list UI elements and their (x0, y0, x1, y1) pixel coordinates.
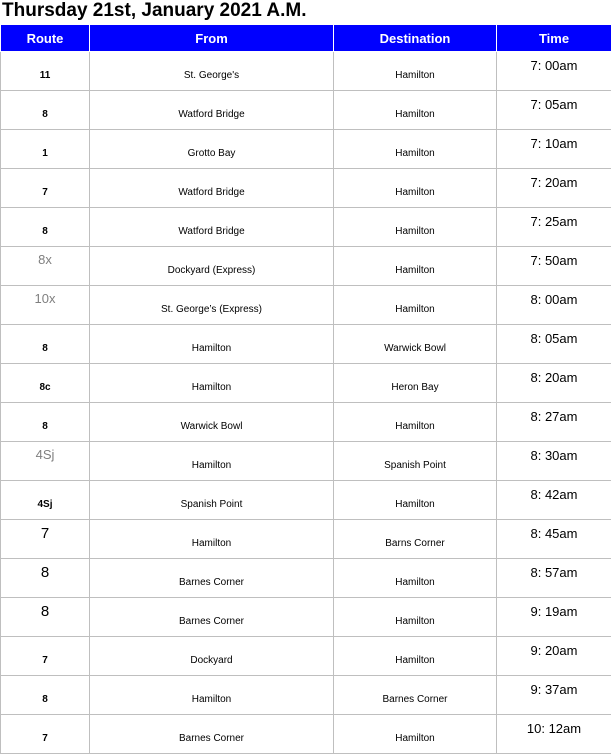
time-cell: 8: 30am (497, 442, 611, 481)
time-cell: 9: 20am (497, 637, 611, 676)
time-cell: 10: 12am (497, 715, 611, 754)
destination-cell: Hamilton (334, 403, 497, 442)
time-cell: 7: 10am (497, 130, 611, 169)
time-cell: 8: 57am (497, 559, 611, 598)
table-row (1, 169, 611, 208)
from-cell: Grotto Bay (90, 130, 334, 169)
table-row (1, 364, 611, 403)
from-cell: Hamilton (90, 364, 334, 403)
destination-cell: Hamilton (334, 169, 497, 208)
from-cell: Watford Bridge (90, 208, 334, 247)
column-header-from: From (90, 25, 334, 52)
table-row (1, 52, 611, 91)
time-cell: 7: 50am (497, 247, 611, 286)
table-row (1, 247, 611, 286)
from-cell: Hamilton (90, 520, 334, 559)
column-header-route: Route (1, 25, 90, 52)
route-cell: 4Sj (1, 481, 90, 520)
from-cell: Spanish Point (90, 481, 334, 520)
destination-cell: Hamilton (334, 130, 497, 169)
from-cell: St. George’s (Express) (90, 286, 334, 325)
route-cell: 11 (1, 52, 90, 91)
destination-cell: Hamilton (334, 208, 497, 247)
destination-cell: Hamilton (334, 598, 497, 637)
from-cell: Barnes Corner (90, 598, 334, 637)
from-cell: Hamilton (90, 442, 334, 481)
destination-cell: Hamilton (334, 637, 497, 676)
route-cell: 7 (1, 520, 90, 559)
destination-cell: Spanish Point (334, 442, 497, 481)
table-row (1, 208, 611, 247)
route-cell: 7 (1, 715, 90, 754)
table-row (1, 715, 611, 754)
time-cell: 8: 27am (497, 403, 611, 442)
table-row (1, 481, 611, 520)
time-cell: 8: 20am (497, 364, 611, 403)
route-cell: 8 (1, 91, 90, 130)
column-header-time: Time (497, 25, 611, 52)
route-cell: 8 (1, 208, 90, 247)
route-cell: 7 (1, 169, 90, 208)
destination-cell: Hamilton (334, 286, 497, 325)
from-cell: Watford Bridge (90, 91, 334, 130)
from-cell: Dockyard (Express) (90, 247, 334, 286)
destination-cell: Hamilton (334, 247, 497, 286)
from-cell: Barnes Corner (90, 715, 334, 754)
from-cell: Warwick Bowl (90, 403, 334, 442)
time-cell: 7: 00am (497, 52, 611, 91)
time-cell: 7: 05am (497, 91, 611, 130)
table-row (1, 676, 611, 715)
table-row (1, 286, 611, 325)
table-row (1, 91, 611, 130)
table-row (1, 442, 611, 481)
time-cell: 8: 42am (497, 481, 611, 520)
schedule-table (0, 24, 611, 754)
from-cell: Hamilton (90, 325, 334, 364)
route-cell: 8 (1, 676, 90, 715)
destination-cell: Heron Bay (334, 364, 497, 403)
destination-cell: Barnes Corner (334, 676, 497, 715)
from-cell: St. George's (90, 52, 334, 91)
route-cell: 8x (1, 247, 90, 286)
table-row (1, 598, 611, 637)
time-cell: 9: 19am (497, 598, 611, 637)
route-cell: 10x (1, 286, 90, 325)
column-header-destination: Destination (334, 25, 497, 52)
table-row (1, 520, 611, 559)
destination-cell: Hamilton (334, 52, 497, 91)
route-cell: 4Sj (1, 442, 90, 481)
page-title: Thursday 21st, January 2021 A.M. (0, 0, 611, 24)
time-cell: 7: 20am (497, 169, 611, 208)
from-cell: Barnes Corner (90, 559, 334, 598)
route-cell: 1 (1, 130, 90, 169)
destination-cell: Hamilton (334, 481, 497, 520)
header-row (1, 25, 611, 52)
route-cell: 7 (1, 637, 90, 676)
table-row (1, 130, 611, 169)
route-cell: 8 (1, 559, 90, 598)
table-row (1, 403, 611, 442)
destination-cell: Hamilton (334, 715, 497, 754)
from-cell: Dockyard (90, 637, 334, 676)
time-cell: 8: 45am (497, 520, 611, 559)
from-cell: Watford Bridge (90, 169, 334, 208)
from-cell: Hamilton (90, 676, 334, 715)
schedule-rows (1, 52, 611, 754)
table-row (1, 637, 611, 676)
destination-cell: Hamilton (334, 91, 497, 130)
destination-cell: Barns Corner (334, 520, 497, 559)
table-row (1, 325, 611, 364)
route-cell: 8c (1, 364, 90, 403)
time-cell: 8: 05am (497, 325, 611, 364)
destination-cell: Warwick Bowl (334, 325, 497, 364)
time-cell: 7: 25am (497, 208, 611, 247)
time-cell: 8: 00am (497, 286, 611, 325)
destination-cell: Hamilton (334, 559, 497, 598)
table-row (1, 559, 611, 598)
route-cell: 8 (1, 325, 90, 364)
time-cell: 9: 37am (497, 676, 611, 715)
route-cell: 8 (1, 403, 90, 442)
route-cell: 8 (1, 598, 90, 637)
